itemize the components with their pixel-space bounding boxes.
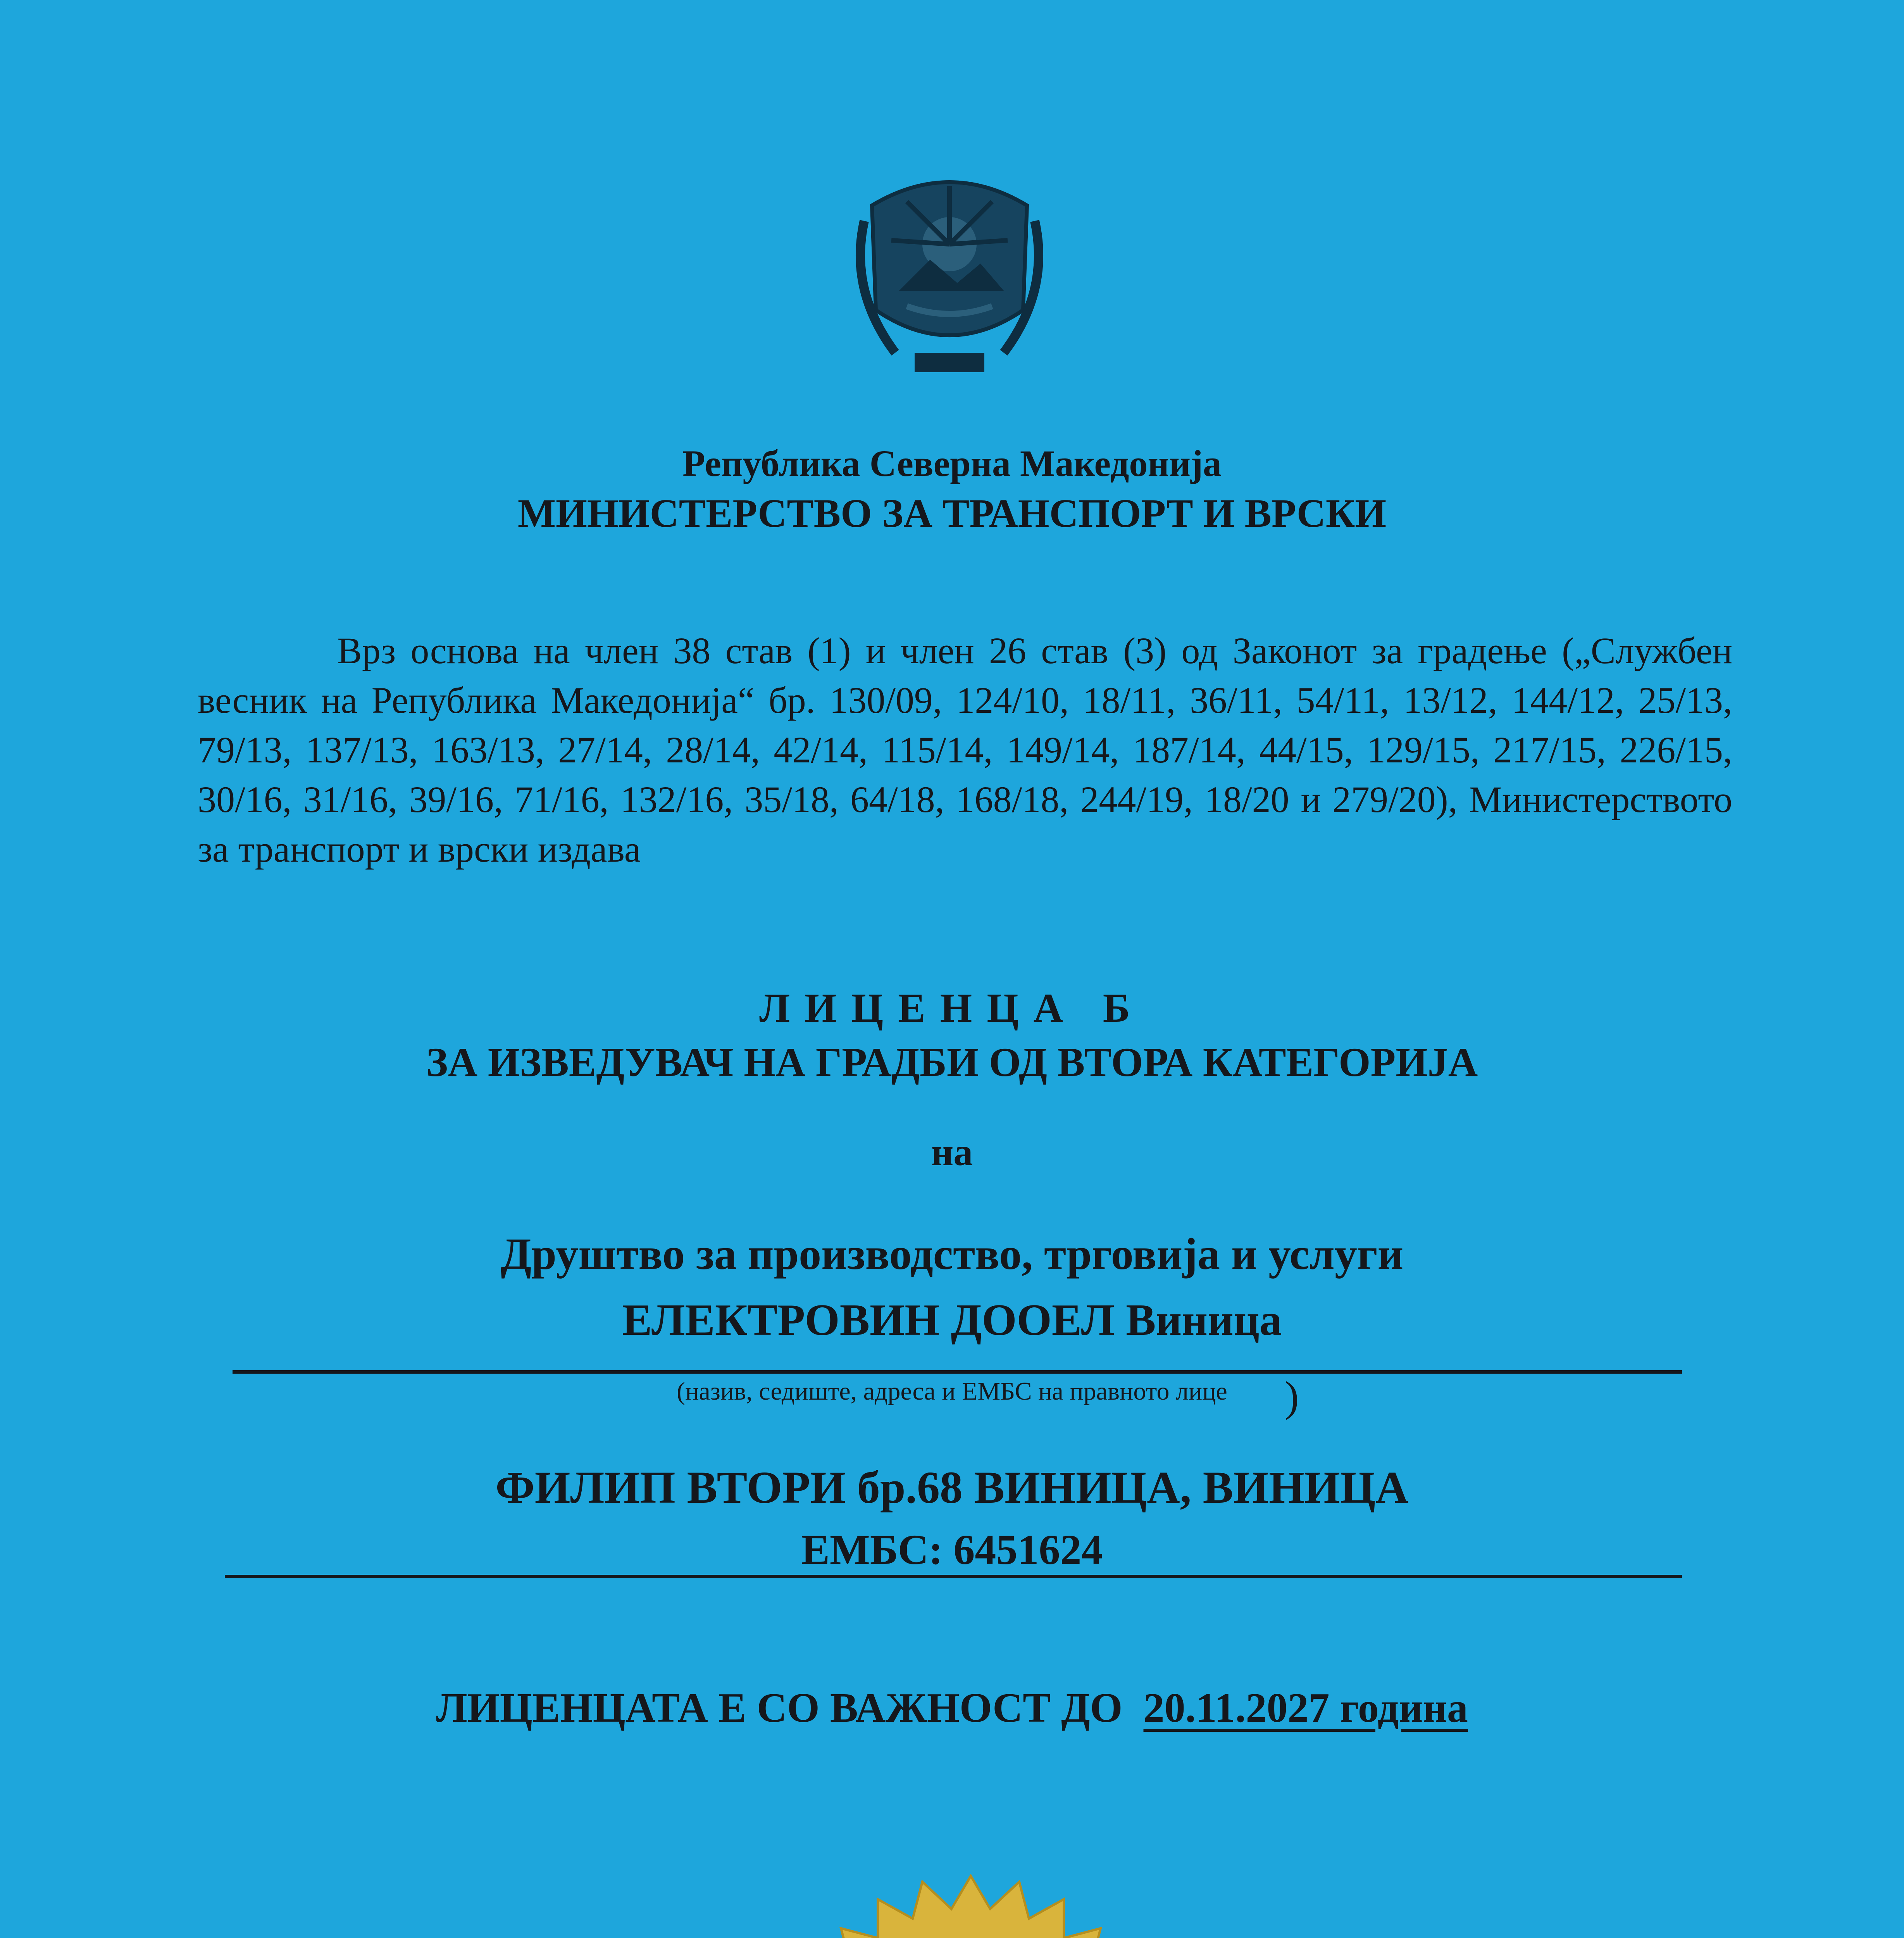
license-title: ЛИЦЕНЦА Б [759,985,1145,1031]
validity-date: 20.11.2027 година [1143,1685,1468,1731]
company-type: Друштво за производство, трговија и услуги [500,1229,1404,1279]
license-subtitle: ЗА ИЗВЕДУВАЧ НА ГРАДБИ ОД ВТОРА КАТЕГОРИЈА [426,1040,1478,1085]
address-rule [225,1575,1682,1578]
company-embs: ЕМБС: 6451624 [801,1526,1103,1573]
company-caption-paren: ) [1285,1373,1299,1420]
country-name: Република Северна Македонија [682,443,1222,484]
company-rule [233,1370,1682,1374]
company-address: ФИЛИП ВТОРИ бр.68 ВИНИЦА, ВИНИЦА [495,1462,1409,1513]
legal-basis-paragraph: Врз основа на член 38 став (1) и член 26 став (3) од Законот за градење („Службен весник на Република Македонија“ бр. 130/09, 124/10, 18/11, 36/11, 54/11, 13/12, 144/12, 25/13, 79/13, 137/13, 163/13, 27/14, 28/14, 42/14, 115/14, 149/14, 187/14, 44/15, 129/15, 217/15, 226/15, 30/16, 31/16, 39/16, 71/16, 132/16, 35/18, 64/18, 168/18, 244/19, 18/20 и 279/20), Министерството за транспорт и врски издава [198,630,1732,870]
seal-starburst [796,1876,1145,1938]
gold-seal-icon [767,1872,1174,1938]
validity-statement [0,1684,1904,1732]
company-name: ЕЛЕКТРОВИН ДООЕЛ Виница [622,1295,1282,1345]
company-caption: (назив, седиште, адреса и ЕМБС на правното лице [677,1377,1227,1405]
ministry-name: МИНИСТЕРСТВО ЗА ТРАНСПОРТ И ВРСКИ [517,491,1387,536]
validity-label: ЛИЦЕНЦАТА Е СО ВАЖНОСТ ДО [436,1685,1123,1731]
license-holder-preposition: на [931,1131,973,1174]
coat-of-arms-icon [841,143,1058,391]
